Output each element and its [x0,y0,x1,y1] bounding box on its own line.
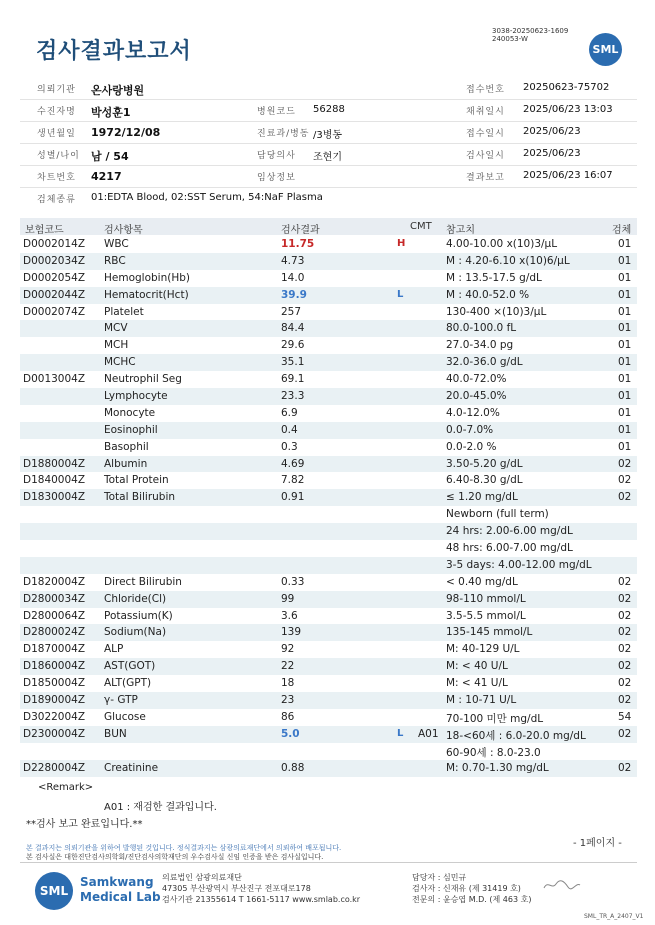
specimen-code: 01 [618,254,632,267]
reference-range: 98-110 mmol/L [446,592,526,605]
specimen-code: 01 [618,305,632,318]
footer-divider [20,862,637,863]
test-name: Direct Bilirubin [104,575,182,588]
sml-footer-logo-icon: SML [35,872,73,910]
notice-line-2: 본 검사실은 대한진단검사의학회/진단검사의학재단의 우수검사실 신임 인증을 받은 검사실입니다. [26,853,324,861]
doctor-value: 조현기 [313,152,342,163]
footer-staff-2: 검사자 : 신재유 (제 31419 호) [412,884,521,893]
table-row [20,270,637,287]
test-result: 0.3 [281,440,298,453]
col-name-header: 검사항목 [104,225,143,236]
specimen-code: 02 [618,474,632,487]
table-row [20,641,637,658]
patient-info-table [20,78,637,209]
reference-range: 4.00-10.00 x(10)3/μL [446,238,558,250]
test-code: D1830004Z [23,491,86,504]
specimen-code: 54 [618,710,632,723]
table-row [20,405,637,422]
reference-range: 3.50-5.20 g/dL [446,457,523,470]
test-name: Eosinophil [104,423,158,436]
info-row [20,122,637,144]
test-result: 0.88 [281,761,305,774]
specimen-code: 02 [618,643,632,656]
reference-range: M: < 41 U/L [446,677,508,690]
specimen-code: 02 [618,694,632,707]
patient-label: 수진자명 [37,107,76,117]
table-row [20,371,637,388]
test-result: 3.6 [281,609,298,622]
lab-name-line2: Medical Lab [80,890,161,904]
test-code: D1840004Z [23,474,86,487]
reference-range: M : 40.0-52.0 % [446,288,530,301]
info-row [20,100,637,122]
hospital-code-label: 병원코드 [257,107,296,117]
receipt-no-label: 접수번호 [466,85,505,95]
test-code: D0002014Z [23,238,86,250]
col-spec-header: 검체 [612,225,632,236]
specimen-label: 검체종류 [37,195,76,205]
test-result: 0.91 [281,491,305,504]
remark-text: A01 : 재검한 결과입니다. [104,802,217,813]
test-result: 11.75 [281,238,315,250]
table-row [20,726,637,743]
report-label: 결과보고 [466,173,505,183]
sex-age-label: 성별/나이 [37,151,80,161]
test-code: D2800024Z [23,626,86,639]
specimen-code: 01 [618,288,632,301]
reference-range: M: 40-129 U/L [446,643,520,656]
col-result-header: 검사결과 [281,225,320,236]
test-result: 18 [281,677,295,690]
specimen-code: 01 [618,373,632,386]
reference-range: 3-5 days: 4.00-12.00 mg/dL [446,558,592,571]
comment-code: A01 [418,727,439,740]
specimen-code: 02 [618,626,632,639]
reference-range: M: < 40 U/L [446,660,508,673]
table-row [20,591,637,608]
table-row [20,540,637,557]
footer-address-2: 47305 부산광역시 부산진구 전포대로178 [162,884,311,893]
reference-range: 135-145 mmol/L [446,626,533,639]
table-row [20,743,637,760]
test-name: γ- GTP [104,694,138,707]
table-row [20,760,637,777]
collect-label: 채취일시 [466,107,505,117]
test-code: D2800064Z [23,609,86,622]
table-row [20,692,637,709]
specimen-code: 02 [618,457,632,470]
test-name: Hemoglobin(Hb) [104,271,191,284]
test-code: D1870004Z [23,643,86,656]
test-result: 22 [281,660,295,673]
test-result: 5.0 [281,727,300,740]
sml-logo: SML [589,33,622,66]
receipt-date-value: 2025/06/23 [523,126,581,137]
test-result: 29.6 [281,339,305,352]
hospital-value: 온사랑병원 [91,84,145,97]
specimen-code: 02 [618,592,632,605]
test-result: 4.69 [281,457,305,470]
table-row [20,472,637,489]
reference-range: Newborn (full term) [446,508,549,521]
reference-range: 4.0-12.0% [446,406,500,419]
collect-value: 2025/06/23 13:03 [523,104,613,115]
table-row [20,523,637,540]
test-code: D2800034Z [23,592,86,605]
specimen-code: 02 [618,491,632,504]
chart-label: 차트번호 [37,173,76,183]
dept-label: 진료과/병동 [257,129,310,139]
footer-address-1: 의료법인 삼광의료재단 [162,873,242,882]
reference-range: < 0.40 mg/dL [446,575,518,588]
test-result: 23.3 [281,390,305,403]
test-name: MCHC [104,356,136,369]
test-name: MCV [104,322,128,335]
test-name: Total Bilirubin [104,491,176,504]
test-code: D1880004Z [23,457,86,470]
reference-range: M : 10-71 U/L [446,694,517,707]
results-header [20,218,637,235]
test-result: 6.9 [281,406,298,419]
dept-value: /3병동 [313,130,343,141]
reference-range: 0.0-7.0% [446,423,494,436]
table-row [20,304,637,321]
table-row [20,337,637,354]
specimen-code: 01 [618,423,632,436]
test-code: D1890004Z [23,694,86,707]
test-result: 0.4 [281,423,298,436]
receipt-no-value: 20250623-75702 [523,82,610,93]
specimen-code: 02 [618,609,632,622]
test-name: Platelet [104,305,144,318]
test-result: 257 [281,305,302,318]
test-name: Neutrophil Seg [104,373,182,386]
reference-range: M: 0.70-1.30 mg/dL [446,761,549,774]
test-result: 84.4 [281,322,305,335]
reference-range: M : 13.5-17.5 g/dL [446,271,542,284]
test-result: 69.1 [281,373,305,386]
specimen-code: 01 [618,440,632,453]
test-name: AST(GOT) [104,660,156,673]
reference-range: 80.0-100.0 fL [446,322,517,335]
patient-value: 박성훈1 [91,106,131,119]
table-row [20,489,637,506]
test-code: D0013004Z [23,373,86,386]
test-name: MCH [104,339,129,352]
test-name: Hematocrit(Hct) [104,288,189,301]
test-result: 4.73 [281,254,305,267]
form-code: SML_TR_A_2407_V1 [584,913,644,920]
table-row [20,439,637,456]
test-name: Chloride(Cl) [104,592,167,605]
test-name: ALT(GPT) [104,677,152,690]
table-row [20,456,637,473]
col-ref-header: 참고치 [446,225,475,236]
info-row [20,144,637,166]
table-row [20,557,637,574]
test-name: Creatinine [104,761,159,774]
chart-value: 4217 [91,170,122,183]
table-row [20,624,637,641]
sex-age-value: 남 / 54 [91,150,129,163]
test-name: Basophil [104,440,149,453]
specimen-code: 01 [618,390,632,403]
lab-name-line1: Samkwang [80,875,154,889]
specimen-code: 01 [618,406,632,419]
table-row [20,236,637,253]
birth-label: 생년월일 [37,129,76,139]
table-row [20,388,637,405]
reference-range: 32.0-36.0 g/dL [446,356,523,369]
test-date-value: 2025/06/23 [523,148,581,159]
page-title: 검사결과보고서 [36,39,192,64]
test-name: Albumin [104,457,148,470]
specimen-code: 01 [618,271,632,284]
reference-range: ≤ 1.20 mg/dL [446,491,518,504]
test-name: ALP [104,643,124,656]
table-row [20,608,637,625]
specimen-code: 02 [618,761,632,774]
test-name: Glucose [104,710,146,723]
info-row [20,188,637,209]
test-code: D0002054Z [23,271,86,284]
reference-range: 0.0-2.0 % [446,440,497,453]
specimen-code: 02 [618,575,632,588]
reference-range: 70-100 미만 mg/dL [446,712,544,725]
test-result: 39.9 [281,288,307,301]
test-result: 99 [281,592,295,605]
result-flag: L [397,288,404,300]
test-code: D1850004Z [23,677,86,690]
reference-range: 18-<60세 : 6.0-20.0 mg/dL [446,729,586,742]
doctor-label: 담당의사 [257,151,296,161]
remark-label: <Remark> [38,782,94,793]
test-name: RBC [104,254,126,267]
test-name: Sodium(Na) [104,626,167,639]
specimen-code: 02 [618,660,632,673]
test-name: Potassium(K) [104,609,173,622]
table-row [20,574,637,591]
test-code: D2280004Z [23,761,86,774]
specimen-code: 01 [618,322,632,335]
test-result: 92 [281,643,295,656]
specimen-value: 01:EDTA Blood, 02:SST Serum, 54:NaF Plasma [91,192,323,203]
table-row [20,253,637,270]
table-row [20,320,637,337]
specimen-code: 02 [618,727,632,740]
test-code: D1860004Z [23,660,86,673]
table-row [20,709,637,726]
test-code: D0002044Z [23,288,86,301]
signature-icon [542,878,582,892]
specimen-code: 01 [618,238,632,250]
page-number: - 1페이지 - [573,838,622,849]
test-result: 86 [281,710,295,723]
test-date-label: 검사일시 [466,151,505,161]
reference-range: 24 hrs: 2.00-6.00 mg/dL [446,525,573,538]
hospital-label: 의뢰기관 [37,85,76,95]
table-row [20,506,637,523]
report-value: 2025/06/23 16:07 [523,170,613,181]
test-name: Monocyte [104,406,156,419]
test-result: 35.1 [281,356,305,369]
info-row [20,78,637,100]
test-code: D3022004Z [23,710,86,723]
report-complete-text: **검사 보고 완료입니다.** [26,819,143,830]
results-table [20,236,637,777]
result-flag: H [397,238,406,249]
table-row [20,287,637,304]
reference-range: 20.0-45.0% [446,390,507,403]
table-row [20,354,637,371]
footer-address-3: 검사기관 21355614 T 1661-5117 www.smlab.co.kr [162,895,361,904]
test-name: Total Protein [104,474,169,487]
test-name: BUN [104,727,127,740]
test-result: 7.82 [281,474,305,487]
test-code: D1820004Z [23,575,86,588]
test-name: Lymphocyte [104,390,168,403]
test-result: 0.33 [281,575,305,588]
reference-range: 60-90세 : 8.0-23.0 [446,746,541,759]
receipt-date-label: 접수일시 [466,129,505,139]
test-name: WBC [104,238,129,250]
col-cmt-header: CMT [410,221,432,232]
col-code-header: 보험코드 [25,225,64,236]
table-row [20,422,637,439]
reference-range: 40.0-72.0% [446,373,507,386]
test-result: 139 [281,626,302,639]
test-code: D0002074Z [23,305,86,318]
birth-value: 1972/12/08 [91,126,161,139]
table-row [20,658,637,675]
footer-staff-3: 전문의 : 윤승엽 M.D. (제 463 호) [412,895,532,904]
test-code: D0002034Z [23,254,86,267]
specimen-code: 02 [618,677,632,690]
specimen-code: 01 [618,339,632,352]
document-code: 3038-20250623-1609 240053-W [492,27,569,43]
reference-range: 6.40-8.30 g/dL [446,474,523,487]
info-row [20,166,637,188]
test-code: D2300004Z [23,727,86,740]
reference-range: 3.5-5.5 mmol/L [446,609,526,622]
test-result: 23 [281,694,295,707]
result-flag: L [397,727,404,739]
reference-range: 27.0-34.0 pg [446,339,514,352]
reference-range: M : 4.20-6.10 x(10)6/μL [446,254,570,267]
table-row [20,675,637,692]
test-result: 14.0 [281,271,305,284]
footer-staff-1: 담당자 : 심민규 [412,873,467,882]
hospital-code-value: 56288 [313,104,345,115]
specimen-code: 01 [618,356,632,369]
clinical-label: 임상정보 [257,173,296,183]
reference-range: 130-400 ×(10)3/μL [446,305,547,318]
notice-line-1: 본 결과지는 의뢰기관을 위하여 발행된 것입니다. 정식결과지는 삼광의료재단에서 의뢰하여 배포됩니다. [26,844,342,852]
reference-range: 48 hrs: 6.00-7.00 mg/dL [446,542,573,555]
